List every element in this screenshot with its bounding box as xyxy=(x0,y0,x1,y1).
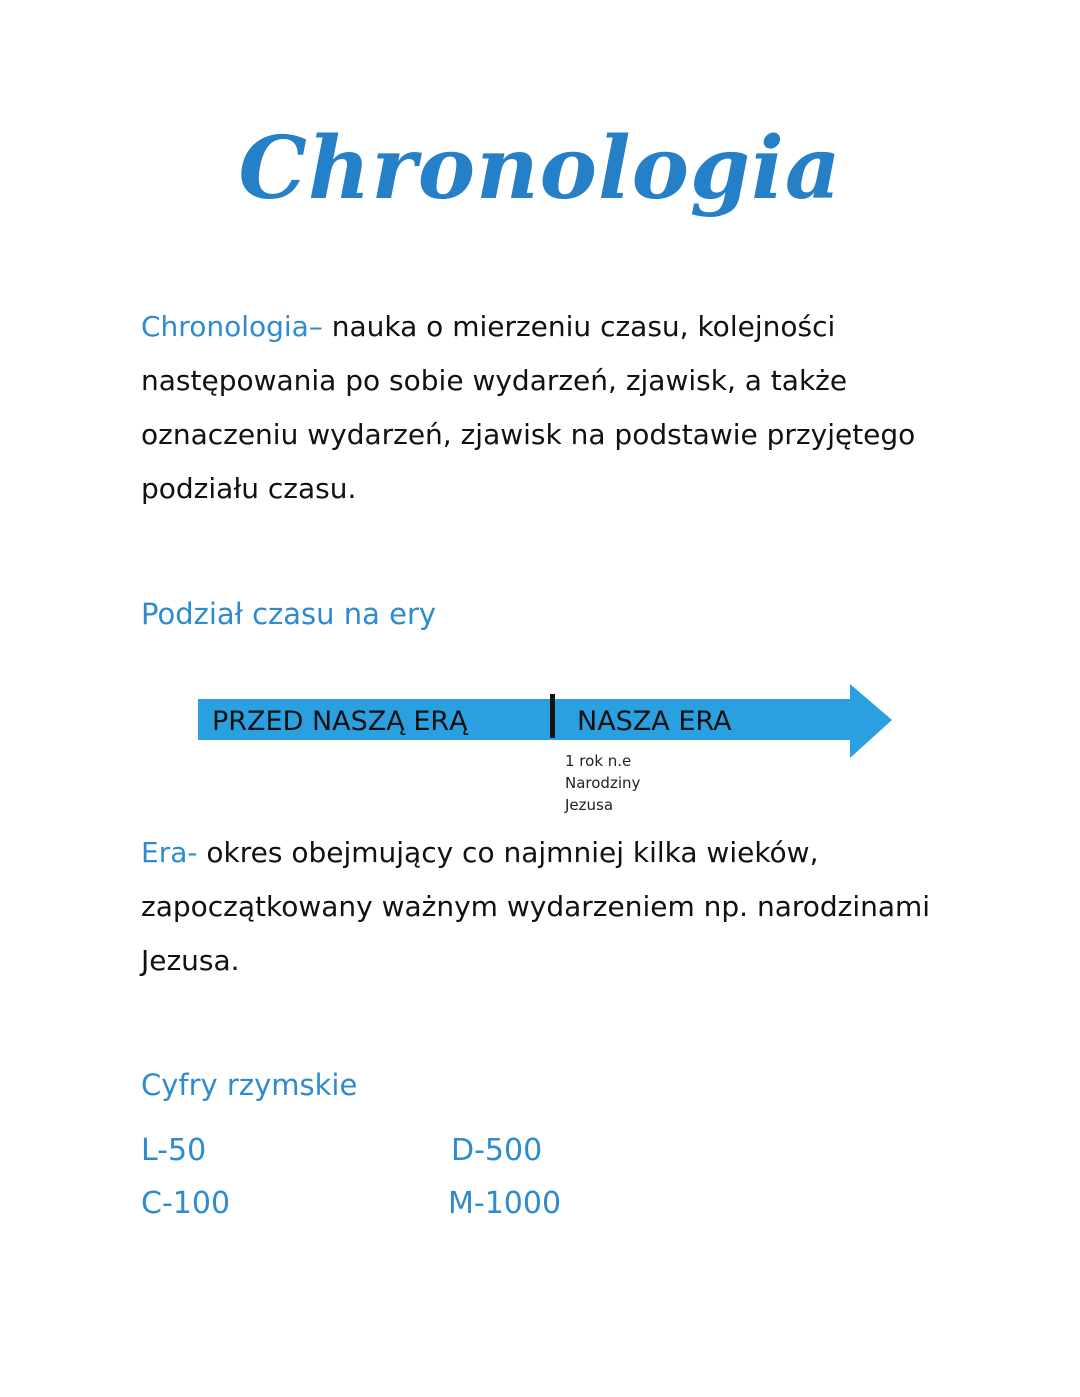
page-title: Chronologia xyxy=(238,118,842,219)
era-term: Era- xyxy=(141,836,198,869)
timeline-note xyxy=(565,750,640,816)
label-our-era: NASZA ERA xyxy=(577,706,732,737)
timeline-divider xyxy=(550,694,555,738)
era-definition xyxy=(141,826,941,988)
chronology-definition xyxy=(141,300,941,516)
definition-text: nauka o mierzeniu czasu, kolejności następowania po sobie wydarzeń, zjawisk, a także oznaczeniu wydarzeń, zjawisk na podstawie przyjętego podziału czasu. xyxy=(141,310,916,505)
roman-numeral: M-1000 xyxy=(448,1186,562,1221)
roman-numeral: L-50 xyxy=(141,1133,207,1168)
roman-numeral: C-100 xyxy=(141,1186,231,1221)
eras-heading: Podział czasu na ery xyxy=(141,597,437,631)
note-line: Narodziny xyxy=(565,774,641,792)
era-text: okres obejmujący co najmniej kilka wieków, zapoczątkowany ważnym wydarzeniem np. narodzinami Jezusa. xyxy=(141,836,931,977)
roman-numeral: D-500 xyxy=(451,1133,543,1168)
note-line: 1 rok n.e xyxy=(565,752,632,770)
roman-heading: Cyfry rzymskie xyxy=(141,1068,358,1102)
definition-term: Chronologia– xyxy=(141,310,323,343)
label-before-era: PRZED NASZĄ ERĄ xyxy=(212,706,468,737)
note-line: Jezusa xyxy=(565,796,614,814)
